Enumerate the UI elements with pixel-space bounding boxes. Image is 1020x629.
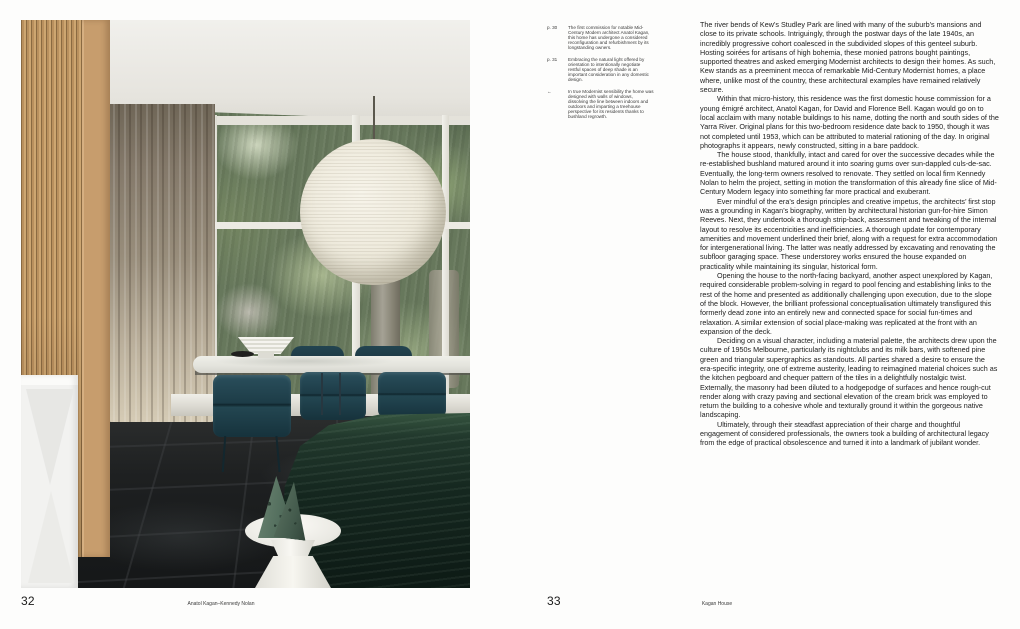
article-paragraph: Deciding on a visual character, including a material palette, the architects drew upon the culture of 1950s Melbourne, particularly its nightclubs and its milk bars, with softened pine green and triangular supergraphics as standouts. All parties shared a desire to ensure the era-specific integrity, one of extreme austerity, leading to reimagined material choices such as the kitchen pegboard and chequer pattern of the tiles in a delightfully nostalgic twist. Externally, the masonry had been diluted to a hodgepodge of surfaces and hence rough-cut render along with crazy paving and sectional elevation of the cream brick was employed to return the building to a cohesive whole and texturally ground it within the gorgeous native landscaping. [700, 336, 998, 420]
right-page-number: 33 [547, 594, 561, 608]
pendant-cord [373, 96, 375, 142]
article-paragraph: Within that micro-history, this residence was the first domestic house commission for a young émigré architect, Anatol Kagan, for David and Florence Bell. Kagan would go on to local acclaim with many notable buildings to his name, dotting the north and south sides of the Yarra River. Original plans for this two-bedroom residence date back to 1950, though it was not completed until 1953, which can be attributed to material rationing of the day. In original photographs it appears, newly constructed, sitting in a bare paddock. [700, 94, 999, 150]
dining-chair [378, 372, 446, 418]
chair-leg [339, 373, 341, 415]
left-footer-title: Anatol Kagan–Kennedy Nolan [187, 601, 255, 607]
marble-dining-table [193, 356, 470, 373]
triangle-supergraphic [28, 491, 74, 583]
paper-lantern-pendant [300, 139, 446, 285]
caption-text: Embracing the natural light offered by orientation to intentionally negotiate restful spaces of deep shade is an important consideration in any domestic design. [568, 57, 649, 82]
caption-page-ref: p. 31 [547, 57, 558, 62]
caption-arrow-icon: ← [547, 89, 552, 94]
triangle-supergraphic [26, 389, 74, 485]
caption-text: In true Modernist sensibility the home was designed with walls of windows, dissolving the line between indoors and outdoors and imparting a treehouse perspective for its residents thanks to bushland regrowth. [568, 89, 654, 119]
caption-page-ref: p. 30 [547, 25, 558, 30]
caption-item [547, 89, 697, 119]
caption-item [547, 25, 697, 50]
white-island-cabinet [21, 375, 78, 588]
ribbed-bowl-foot [258, 353, 274, 358]
right-footer-title: Kagan House [701, 601, 733, 607]
timber-panel-face [82, 20, 110, 557]
article-paragraph: The house stood, thankfully, intact and cared for over the successive decades while the re-established bushland matured around it into soaring gums over sun-dappled culs-de-sac. Eventually, the long-term owners resolved to renovate. They settled on local firm Kennedy Nolan to helm the project, setting in motion the transformation of this already fine slice of Mid-Century Modern legacy into something far more practical and exuberant. [700, 150, 997, 197]
left-page-number: 32 [21, 594, 35, 608]
caption-column [547, 25, 697, 126]
article-paragraph: Ever mindful of the era’s design principles and creative impetus, the architects’ first stop was a grounding in Kagan’s biography, written by architectural historian gun-for-hire Simon Reeves. Next, they undertook a thorough strip-back, assessment and tweaking of the internal layout to resolve its eccentricities and inefficiencies. A thorough update for contemporary amenities and movement underlined their brief, along with a request for extra accommodation for intergenerational living. The latter was neatly addressed by excavating and renovating the subfloor garaging space. These understorey works ensured the house expanded on practicality while maintaining its singular, historical form. [700, 196, 998, 271]
caption-text: The first commission for notable Mid-Century Modern architect Anatol Kagan, this home has undergone a considered reconfiguration and refurbishment by its longstanding owners. [568, 25, 650, 50]
article-paragraph: The river bends of Kew’s Studley Park are lined with many of the suburb’s mansions and close to its private schools. Intriguingly, through the postwar days of the late 1940s, an incredibly progressive cohort coalesced in the subdivided slopes of this genteel suburb. Hosting soirées for artisans of high bohemia, these monied patrons bought paintings, supported theatres and asked emerging Modernist architects to design their homes. As such, Kew stands as a preeminent mecca of remarkable Mid-Century Modernist homes, a place where, unlike most of the country, these architectural examples have remained relatively secure. [700, 20, 996, 95]
article-body [700, 20, 999, 448]
interior-photograph [21, 20, 470, 588]
article-paragraph: Opening the house to the north-facing backyard, another aspect unexplored by Kagan, required considerable problem-solving in regard to pool fencing and establishing links to the rest of the home and presented as additionally challenging upon execution, due to the slope of the block. However, the brilliant professional conceptualisation ultimately transfigured this formerly dead zone into an entirely new and connected space for social fun-times and relaxation. A similar extension of social place-making was replicated at the front with an expansion of the deck. [700, 271, 993, 336]
chair-leg [321, 373, 323, 415]
dining-chair [213, 375, 291, 437]
caption-item [547, 57, 697, 82]
article-paragraph: Ultimately, through their steadfast appreciation of their charge and thoughtful engagement of considered professionals, the owners took a building of architectural legacy from the edge of practical obsolescence and turned it into a landmark of jubilant wonder. [700, 419, 989, 448]
black-dish [231, 351, 254, 357]
dining-chair [300, 372, 366, 420]
